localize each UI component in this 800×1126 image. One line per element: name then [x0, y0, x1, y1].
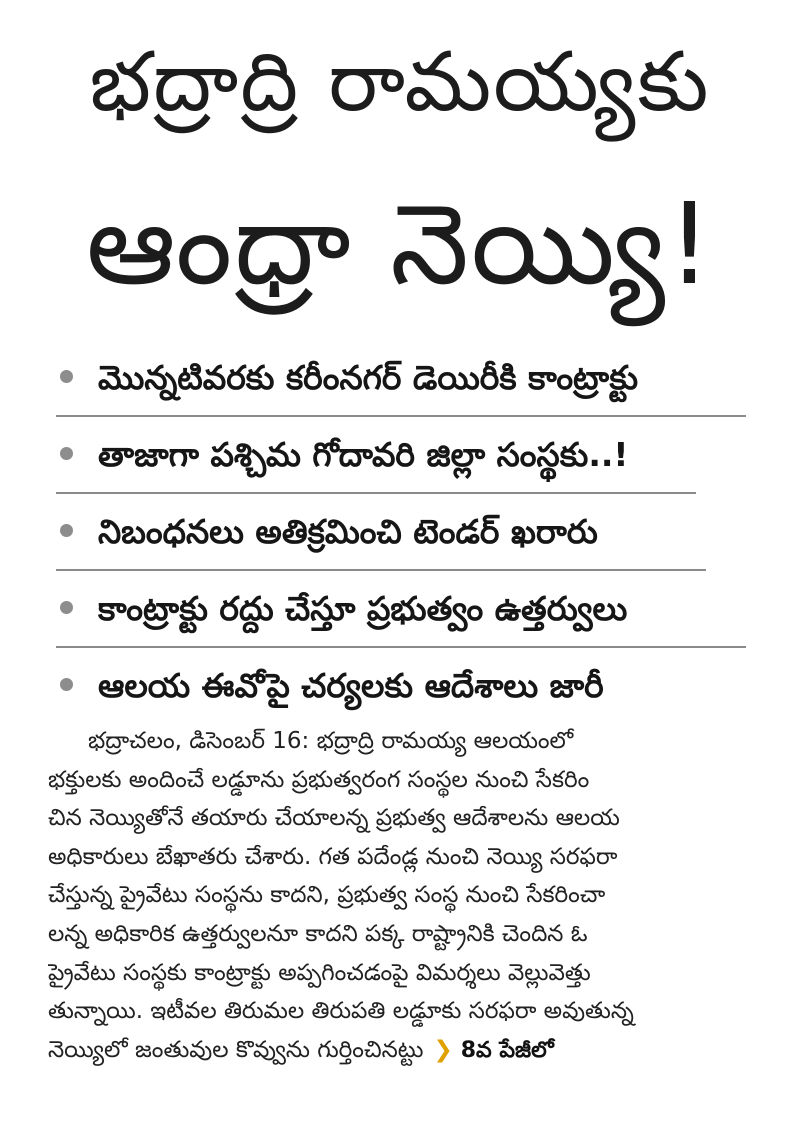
bullet-text: నిబంధనలు అతిక్రమించి టెండర్ ఖరారు [98, 512, 598, 551]
bullet-text: తాజాగా పశ్చిమ గోదావరి జిల్లా సంస్థకు..! [98, 435, 629, 474]
article-body [48, 722, 760, 1069]
bullet-item [56, 340, 746, 417]
bullet-dot-icon [60, 524, 73, 537]
bullet-list [56, 340, 756, 725]
article-line: అధికారులు బేఖాతరు చేశారు. గత పదేండ్ల నుంచి నెయ్యి సరఫరా [48, 843, 618, 870]
article-line: చేస్తున్న ప్రైవేటు సంస్థను కాదని, ప్రభుత్వ సంస్థ నుంచి సేకరించా [48, 882, 606, 909]
continue-arrow-icon: ❯ [433, 1036, 453, 1063]
article-line: ప్రైవేటు సంస్థకు కాంట్రాక్టు అప్పగించడంపై విమర్శలు వెల్లువెత్తు [48, 959, 591, 986]
article-line: చిన నెయ్యితోనే తయారు చేయాలన్న ప్రభుత్వ ఆదేశాలను ఆలయ [48, 805, 620, 832]
bullet-item [56, 648, 656, 725]
headline-line-1: భద్రాద్రి రామయ్యకు [89, 35, 711, 130]
article-line: తున్నాయి. ఇటీవల తిరుమల తిరుపతి లడ్డూకు సరఫరా అవుతున్న [48, 998, 634, 1025]
bullet-text: కాంట్రాక్టు రద్దు చేస్తూ ప్రభుత్వం ఉత్తర్వులు [98, 589, 628, 628]
bullet-dot-icon [60, 370, 73, 383]
continued-on-page[interactable]: 8వ పేజీలో [460, 1037, 554, 1063]
bullet-dot-icon [60, 447, 73, 460]
article-line: లన్న అధికారిక ఉత్తర్వులనూ కాదని పక్క రాష్ట్రానికి చెందిన ఓ [48, 920, 588, 947]
bullet-text: ఆలయ ఈవోపై చర్యలకు ఆదేశాలు జారీ [98, 666, 604, 705]
bullet-item [56, 571, 746, 648]
bullet-dot-icon [60, 678, 73, 691]
bullet-item [56, 494, 706, 571]
article-last-line [48, 1031, 760, 1070]
article-line: భక్తులకు అందించే లడ్డూను ప్రభుత్వరంగ సంస్థల నుంచి సేకరిం [48, 766, 590, 793]
bullet-item [56, 417, 696, 494]
headline-line-2: ఆంధ్రా నెయ్యి! [86, 180, 714, 310]
article-line: నెయ్యిలో జంతువుల కొవ్వును గుర్తించినట్టు [48, 1036, 424, 1063]
article-line: భద్రాచలం, డిసెంబర్ 16: భద్రాద్రి రామయ్య ఆలయంలో [88, 728, 574, 754]
bullet-text: మొన్నటివరకు కరీంనగర్ డెయిరీకి కాంట్రాక్టు [98, 358, 638, 397]
bullet-dot-icon [60, 601, 73, 614]
